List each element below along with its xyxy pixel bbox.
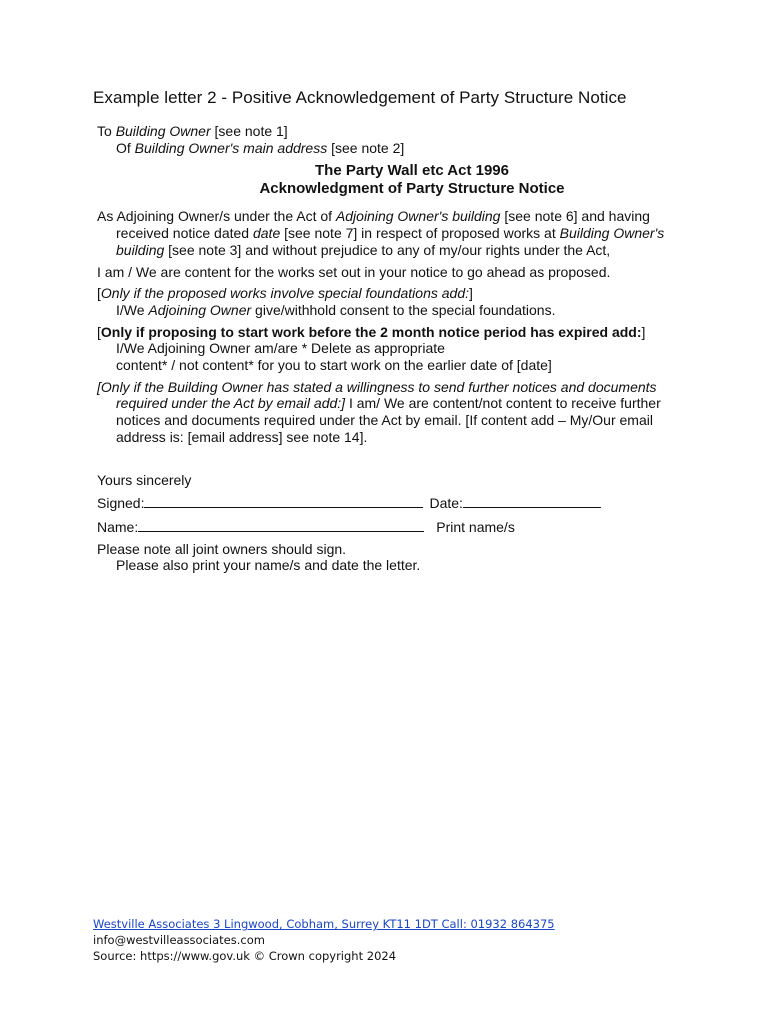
signed-label: Signed: [97,495,145,512]
para4-condition: Only if proposing to start work before the 2 month notice period has expired add: [100,323,642,340]
signed-row [97,494,697,512]
para4-line2: I/We Adjoining Owner am/are * Delete as appropriate [116,340,445,357]
letter-heading [97,162,697,198]
to-name: Building Owner [115,123,211,139]
recipient-of [97,140,697,157]
footer-email: info@westvilleassociates.com [93,933,265,947]
footer-contact-link[interactable]: Westville Associates 3 Lingwood, Cobham, Surrey KT11 1DT Call: 01932 864375 [93,917,555,931]
paragraph-email-notices [97,379,697,446]
para1-italic3: Building Owner's building [116,225,665,258]
to-note: [see note 1] [210,123,288,139]
para4-line3: content* / not content* for you to start work on the earlier date of [date] [116,357,552,374]
para3-close: ] [469,285,473,302]
print-name-label: Print name/s [436,518,515,535]
para3-suffix: give/withhold consent to the special foundations. [251,301,556,318]
to-prefix: To [97,123,116,139]
page-footer [93,916,555,964]
para3-prefix: I/We [116,301,149,318]
para1-text3: [see note 7] in respect of proposed works at [280,225,560,242]
letter-body [97,123,697,574]
para1-text1: As Adjoining Owner/s under the Act of [97,208,336,225]
para5-condition: [Only if the Building Owner has stated a willingness to send further notices and documents required under the Act by email add:] [97,378,657,412]
paragraph-early-start [97,324,697,374]
para1-text2: [see note 6] and having received notice dated [116,208,650,242]
of-note: [see note 2] [327,139,405,156]
date-line[interactable] [463,494,601,508]
paragraph-content: I am / We are content for the works set out in your notice to go ahead as proposed. [97,263,611,280]
para3-open: [ [97,285,101,302]
para1-text4: [see note 3] and without prejudice to any of my/our rights under the Act, [164,241,611,258]
heading-line1: The Party Wall etc Act 1996 [315,162,509,180]
closing-sincerely: Yours sincerely [97,471,192,488]
heading-line2: Acknowledgment of Party Structure Notice [259,180,565,198]
para1-italic1: Adjoining Owner's building [335,208,501,225]
para4-close: ] [641,323,646,340]
signature-line[interactable] [144,494,423,508]
para3-condition: Only if the proposed works involve special foundations add: [100,285,469,302]
print-name-note: Please also print your name/s and date the letter. [116,557,421,574]
recipient-to [97,123,697,140]
para3-italic: Adjoining Owner [148,301,252,318]
of-address: Building Owner's main address [134,139,328,156]
name-label: Name: [97,518,139,535]
paragraph-special-foundations [97,285,697,318]
name-row [97,518,697,536]
name-line[interactable] [138,518,424,532]
para4-open: [ [97,323,101,340]
date-label: Date: [429,495,463,512]
document-title: Example letter 2 - Positive Acknowledgement of Party Structure Notice [93,88,627,107]
joint-owners-note: Please note all joint owners should sign. [97,540,347,557]
paragraph-adjoining-owner [97,208,697,258]
footer-source: Source: https://www.gov.uk © Crown copyright 2024 [93,949,397,963]
para1-italic2: date [252,225,281,242]
para5-text: I am/ We are content/not content to receive further notices and documents required under the Act by email. [If content add – My/Our email address is: [email address] see note 14]. [116,395,661,445]
of-prefix: Of [116,139,135,156]
